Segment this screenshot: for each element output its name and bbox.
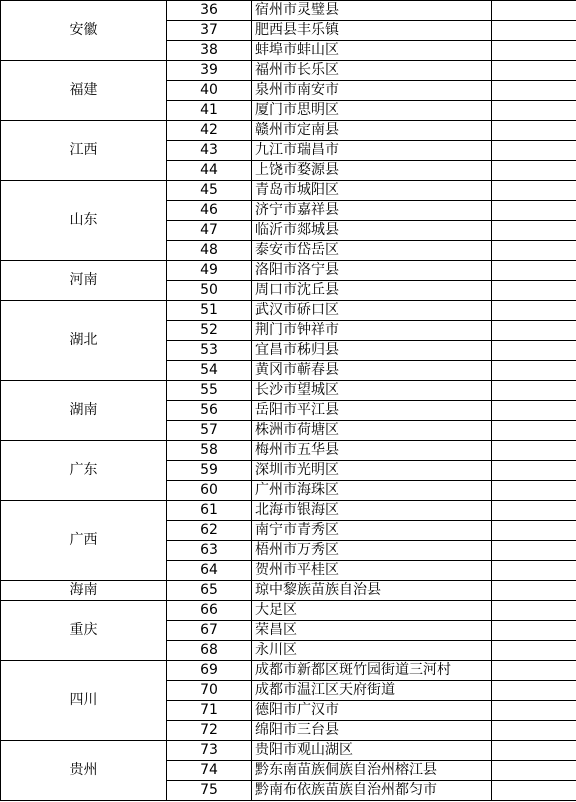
number-cell: 46 <box>167 201 252 221</box>
location-cell: 成都市温江区天府街道 <box>252 681 492 701</box>
number-cell: 61 <box>167 501 252 521</box>
location-cell: 临沂市郯城县 <box>252 221 492 241</box>
empty-cell <box>492 221 576 241</box>
location-cell: 北海市银海区 <box>252 501 492 521</box>
empty-cell <box>492 541 576 561</box>
location-cell: 德阳市广汉市 <box>252 701 492 721</box>
empty-cell <box>492 721 576 741</box>
location-cell: 周口市沈丘县 <box>252 281 492 301</box>
province-cell: 重庆 <box>1 601 167 661</box>
province-cell: 海南 <box>1 581 167 601</box>
empty-cell <box>492 321 576 341</box>
location-cell: 株洲市荷塘区 <box>252 421 492 441</box>
number-cell: 40 <box>167 81 252 101</box>
number-cell: 73 <box>167 741 252 761</box>
empty-cell <box>492 121 576 141</box>
number-cell: 50 <box>167 281 252 301</box>
location-cell: 泉州市南安市 <box>252 81 492 101</box>
location-cell: 成都市新都区斑竹园街道三河村 <box>252 661 492 681</box>
location-cell: 黔南布依族苗族自治州都匀市 <box>252 781 492 801</box>
table-row <box>1 741 576 761</box>
location-cell: 肥西县丰乐镇 <box>252 21 492 41</box>
location-cell: 绵阳市三台县 <box>252 721 492 741</box>
location-cell: 琼中黎族苗族自治县 <box>252 581 492 601</box>
number-cell: 38 <box>167 41 252 61</box>
empty-cell <box>492 661 576 681</box>
empty-cell <box>492 161 576 181</box>
number-cell: 70 <box>167 681 252 701</box>
location-cell: 大足区 <box>252 601 492 621</box>
location-cell: 黄冈市蕲春县 <box>252 361 492 381</box>
number-cell: 74 <box>167 761 252 781</box>
table-row <box>1 581 576 601</box>
location-cell: 蚌埠市蚌山区 <box>252 41 492 61</box>
empty-cell <box>492 341 576 361</box>
number-cell: 48 <box>167 241 252 261</box>
number-cell: 41 <box>167 101 252 121</box>
province-cell: 湖南 <box>1 381 167 441</box>
number-cell: 56 <box>167 401 252 421</box>
empty-cell <box>492 141 576 161</box>
empty-cell <box>492 461 576 481</box>
empty-cell <box>492 1 576 21</box>
empty-cell <box>492 241 576 261</box>
empty-cell <box>492 781 576 801</box>
number-cell: 49 <box>167 261 252 281</box>
empty-cell <box>492 281 576 301</box>
location-cell: 南宁市青秀区 <box>252 521 492 541</box>
location-cell: 上饶市婺源县 <box>252 161 492 181</box>
empty-cell <box>492 701 576 721</box>
province-cell: 四川 <box>1 661 167 741</box>
number-cell: 37 <box>167 21 252 41</box>
location-cell: 长沙市望城区 <box>252 381 492 401</box>
number-cell: 42 <box>167 121 252 141</box>
province-cell: 山东 <box>1 181 167 261</box>
province-cell: 福建 <box>1 61 167 121</box>
empty-cell <box>492 621 576 641</box>
empty-cell <box>492 301 576 321</box>
empty-cell <box>492 261 576 281</box>
number-cell: 72 <box>167 721 252 741</box>
empty-cell <box>492 381 576 401</box>
province-cell: 河南 <box>1 261 167 301</box>
number-cell: 53 <box>167 341 252 361</box>
location-cell: 荣昌区 <box>252 621 492 641</box>
location-cell: 梅州市五华县 <box>252 441 492 461</box>
location-cell: 厦门市思明区 <box>252 101 492 121</box>
location-cell: 岳阳市平江县 <box>252 401 492 421</box>
location-cell: 黔东南苗族侗族自治州榕江县 <box>252 761 492 781</box>
empty-cell <box>492 641 576 661</box>
empty-cell <box>492 21 576 41</box>
number-cell: 68 <box>167 641 252 661</box>
number-cell: 54 <box>167 361 252 381</box>
table-row <box>1 661 576 681</box>
number-cell: 65 <box>167 581 252 601</box>
location-cell: 福州市长乐区 <box>252 61 492 81</box>
number-cell: 69 <box>167 661 252 681</box>
empty-cell <box>492 101 576 121</box>
location-cell: 武汉市硚口区 <box>252 301 492 321</box>
location-cell: 永川区 <box>252 641 492 661</box>
number-cell: 43 <box>167 141 252 161</box>
province-cell: 江西 <box>1 121 167 181</box>
empty-cell <box>492 601 576 621</box>
location-cell: 青岛市城阳区 <box>252 181 492 201</box>
empty-cell <box>492 81 576 101</box>
number-cell: 63 <box>167 541 252 561</box>
number-cell: 66 <box>167 601 252 621</box>
empty-cell <box>492 181 576 201</box>
province-cell: 安徽 <box>1 1 167 61</box>
empty-cell <box>492 561 576 581</box>
empty-cell <box>492 201 576 221</box>
number-cell: 60 <box>167 481 252 501</box>
province-cell: 贵州 <box>1 741 167 801</box>
empty-cell <box>492 481 576 501</box>
number-cell: 45 <box>167 181 252 201</box>
table-row <box>1 1 576 21</box>
number-cell: 47 <box>167 221 252 241</box>
empty-cell <box>492 521 576 541</box>
location-cell: 广州市海珠区 <box>252 481 492 501</box>
table-row <box>1 261 576 281</box>
table-row <box>1 181 576 201</box>
number-cell: 57 <box>167 421 252 441</box>
table-row <box>1 301 576 321</box>
location-cell: 宜昌市秭归县 <box>252 341 492 361</box>
number-cell: 62 <box>167 521 252 541</box>
empty-cell <box>492 681 576 701</box>
empty-cell <box>492 61 576 81</box>
number-cell: 52 <box>167 321 252 341</box>
empty-cell <box>492 761 576 781</box>
table-row <box>1 441 576 461</box>
number-cell: 44 <box>167 161 252 181</box>
province-cell: 广西 <box>1 501 167 581</box>
location-cell: 宿州市灵璧县 <box>252 1 492 21</box>
table-row <box>1 601 576 621</box>
empty-cell <box>492 41 576 61</box>
location-cell: 梧州市万秀区 <box>252 541 492 561</box>
empty-cell <box>492 401 576 421</box>
table-row <box>1 121 576 141</box>
empty-cell <box>492 361 576 381</box>
location-cell: 荆门市钟祥市 <box>252 321 492 341</box>
location-cell: 九江市瑞昌市 <box>252 141 492 161</box>
empty-cell <box>492 421 576 441</box>
number-cell: 39 <box>167 61 252 81</box>
number-cell: 75 <box>167 781 252 801</box>
location-cell: 赣州市定南县 <box>252 121 492 141</box>
table-row <box>1 61 576 81</box>
empty-cell <box>492 581 576 601</box>
location-cell: 贵阳市观山湖区 <box>252 741 492 761</box>
number-cell: 55 <box>167 381 252 401</box>
number-cell: 51 <box>167 301 252 321</box>
empty-cell <box>492 501 576 521</box>
number-cell: 71 <box>167 701 252 721</box>
empty-cell <box>492 741 576 761</box>
number-cell: 67 <box>167 621 252 641</box>
number-cell: 64 <box>167 561 252 581</box>
table-body <box>1 1 576 801</box>
province-cell: 广东 <box>1 441 167 501</box>
number-cell: 59 <box>167 461 252 481</box>
number-cell: 58 <box>167 441 252 461</box>
location-cell: 济宁市嘉祥县 <box>252 201 492 221</box>
table-row <box>1 501 576 521</box>
location-cell: 贺州市平桂区 <box>252 561 492 581</box>
location-cell: 泰安市岱岳区 <box>252 241 492 261</box>
province-cell: 湖北 <box>1 301 167 381</box>
empty-cell <box>492 441 576 461</box>
location-cell: 深圳市光明区 <box>252 461 492 481</box>
number-cell: 36 <box>167 1 252 21</box>
location-cell: 洛阳市洛宁县 <box>252 261 492 281</box>
table-row <box>1 381 576 401</box>
